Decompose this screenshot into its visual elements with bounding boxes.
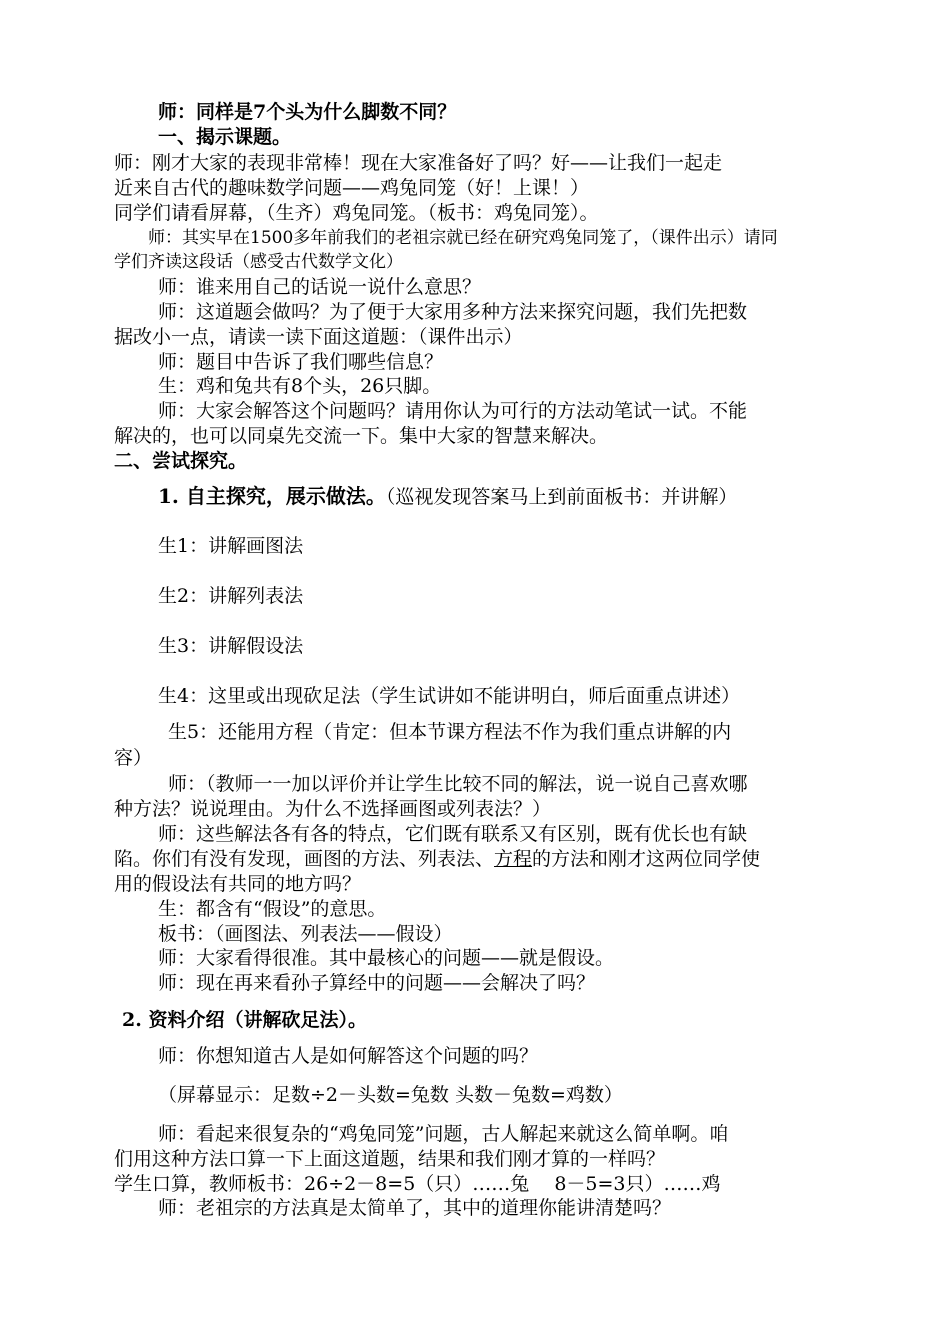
section-heading: 一、揭示课题。 <box>158 126 292 148</box>
text-line: 师：老祖宗的方法真是太简单了，其中的道理你能讲清楚吗？ <box>158 1197 672 1219</box>
text-line: 容） <box>114 747 153 769</box>
text-line: 师：其实早在1500多年前我们的老祖宗就已经在研究鸡兔同笼了，（课件出示）请同 <box>148 228 778 248</box>
text-line <box>158 484 737 509</box>
text-line: 生：鸡和兔共有8个头，26只脚。 <box>158 375 442 397</box>
text-line: 生5：还能用方程（肯定：但本节课方程法不作为我们重点讲解的内 <box>168 721 732 743</box>
text-line: 生2：讲解列表法 <box>158 585 304 607</box>
text-line: 生4：这里或出现砍足法（学生试讲如不能讲明白，师后面重点讲述） <box>158 685 741 707</box>
text-line: 用的假设法有共同的地方吗？ <box>114 873 362 895</box>
text-line: 解决的，也可以同桌先交流一下。集中大家的智慧来解决。 <box>114 425 609 447</box>
text-line: 师：同样是7个头为什么脚数不同？ <box>158 101 457 123</box>
text-line: 生：都含有“假设”的意思。 <box>158 898 387 920</box>
text-line: 师：这些解法各有各的特点，它们既有联系又有区别，既有优长也有缺 <box>158 823 748 845</box>
text-line: 近来自古代的趣味数学问题——鸡兔同笼（好！上课！） <box>114 177 590 199</box>
text-line: 师：谁来用自己的话说一说什么意思？ <box>158 276 482 298</box>
text-line: 师：刚才大家的表现非常棒！现在大家准备好了吗？好——让我们一起走 <box>114 152 723 174</box>
text-line: 种方法？说说理由。为什么不选择画图或列表法？） <box>114 798 552 820</box>
text-span: 的方法和刚才这两位同学使 <box>532 848 761 870</box>
text-line: 据改小一点，请读一读下面这道题：（课件出示） <box>114 326 523 348</box>
text-line: 板书：（画图法、列表法——假设） <box>158 923 453 945</box>
text-line: （屏幕显示：足数÷2－头数=兔数 头数－兔数=鸡数） <box>158 1084 623 1106</box>
text-line: 同学们请看屏幕，（生齐）鸡兔同笼。（板书：鸡兔同笼）。 <box>114 202 599 224</box>
text-span: （巡视发现答案马上到前面板书：并讲解） <box>385 486 738 508</box>
underlined-term: 方程 <box>494 848 533 870</box>
text-line: 生1：讲解画图法 <box>158 535 304 557</box>
text-line: 师：这道题会做吗？为了便于大家用多种方法来探究问题，我们先把数 <box>158 301 748 323</box>
subsection-heading: 1. 自主探究，展示做法。 <box>158 484 386 508</box>
text-line: 师：（教师一一加以评价并让学生比较不同的解法，说一说自己喜欢哪 <box>168 773 748 795</box>
text-line: 们用这种方法口算一下上面这道题，结果和我们刚才算的一样吗？ <box>114 1148 666 1170</box>
text-line: 学们齐读这段话（感受古代数学文化） <box>114 252 403 272</box>
text-line <box>114 847 760 871</box>
text-line: 师：大家看得很准。其中最核心的问题——就是假设。 <box>158 947 615 969</box>
subsection-heading: 2. 资料介绍（讲解砍足法）。 <box>122 1009 367 1031</box>
text-line: 师：现在再来看孙子算经中的问题——会解决了吗？ <box>158 972 596 994</box>
text-line: 师：题目中告诉了我们哪些信息？ <box>158 351 444 373</box>
text-span: 陷。你们有没有发现，画图的方法、列表法、 <box>114 848 495 870</box>
text-line: 生3：讲解假设法 <box>158 635 304 657</box>
text-line: 师：看起来很复杂的“鸡兔同笼”问题，古人解起来就这么简单啊。咱 <box>158 1123 729 1145</box>
text-line: 学生口算，教师板书：26÷2－8=5（只）……兔 8－5=3只）……鸡 <box>114 1173 721 1195</box>
section-heading: 二、尝试探究。 <box>114 450 248 472</box>
text-line: 师：你想知道古人是如何解答这个问题的吗？ <box>158 1045 539 1067</box>
text-line: 师：大家会解答这个问题吗？请用你认为可行的方法动笔试一试。不能 <box>158 400 748 422</box>
